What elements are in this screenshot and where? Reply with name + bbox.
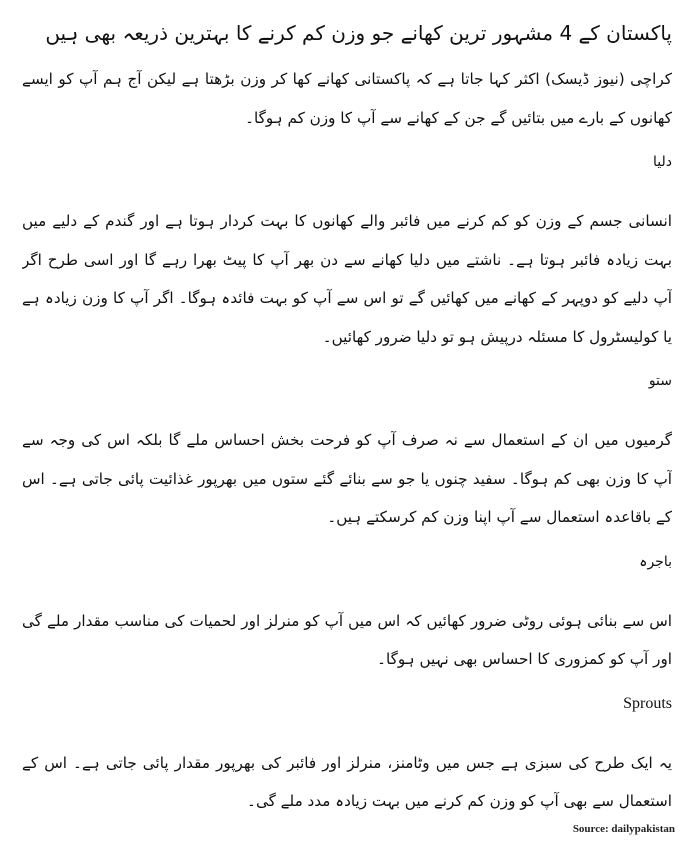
section-heading-sattu: ستو [648,373,672,389]
source-credit: Source: dailypakistan [572,823,675,835]
section-body-sattu: گرمیوں میں ان کے استعمال سے نہ صرف آپ کو فرحت بخش احساس ملے گا بلکہ اس کی وجہ سے آپ کا وزن بھی کم ہوگا۔ سفید چنوں یا جو سے بنائے گئے ستوں میں بھرپور غذائیت پائی جاتی ہے۔ اس کے باقاعدہ استعمال سے آپ اپنا وزن کم کرسکتے ہیں۔ [22,431,672,526]
section-heading-daliya: دلیا [653,154,672,170]
section-body-daliya: انسانی جسم کے وزن کو کم کرنے میں فائبر والے کھانوں کا بہت کردار ہوتا ہے اور گندم کے دلیے میں بہت زیادہ فائبر ہوتا ہے۔ ناشتے میں دلیا کھانے سے دن بھر آپ کا پیٹ بھرا رہے گا اور اسی طرح اگر آپ دلیے کو دوپہر کے کھانے میں کھائیں گے تو اس سے آپ کو بہت فائدہ ہوگا۔ اگر آپ کا وزن زیادہ ہے یا کولیسٹرول کا مسئلہ درپیش ہو تو دلیا ضرور کھائیں۔ [22,212,672,346]
section-body-bajra: اس سے بنائی ہوئی روٹی ضرور کھائیں کہ اس میں آپ کو منرلز اور لحمیات کی مناسب مقدار ملے گی اور آپ کو کمزوری کا احساس بھی نہیں ہوگا۔ [22,611,672,668]
section-heading-sprouts: Sprouts [623,694,672,712]
article-title: پاکستان کے 4 مشہور ترین کھانے جو وزن کم کرنے کا بہترین ذریعہ بھی ہیں [45,21,672,45]
article [22,16,672,846]
intro-paragraph: کراچی (نیوز ڈیسک) اکثر کہا جاتا ہے کہ پاکستانی کھانے کھا کر وزن بڑھتا ہے لیکن آج ہم آپ کو ایسے کھانوں کے بارے میں بتائیں گے جن کے کھانے سے آپ کا وزن کم ہوگا۔ [22,70,672,127]
section-body-sprouts: یہ ایک طرح کی سبزی ہے جس میں وٹامنز، منرلز اور فائبر کی بھرپور مقدار پائی جاتی ہے۔ اس کے استعمال سے بھی آپ کو وزن کم کرنے میں بہت زیادہ مدد ملے گی۔ [22,753,672,810]
section-heading-bajra: باجرہ [639,553,672,570]
